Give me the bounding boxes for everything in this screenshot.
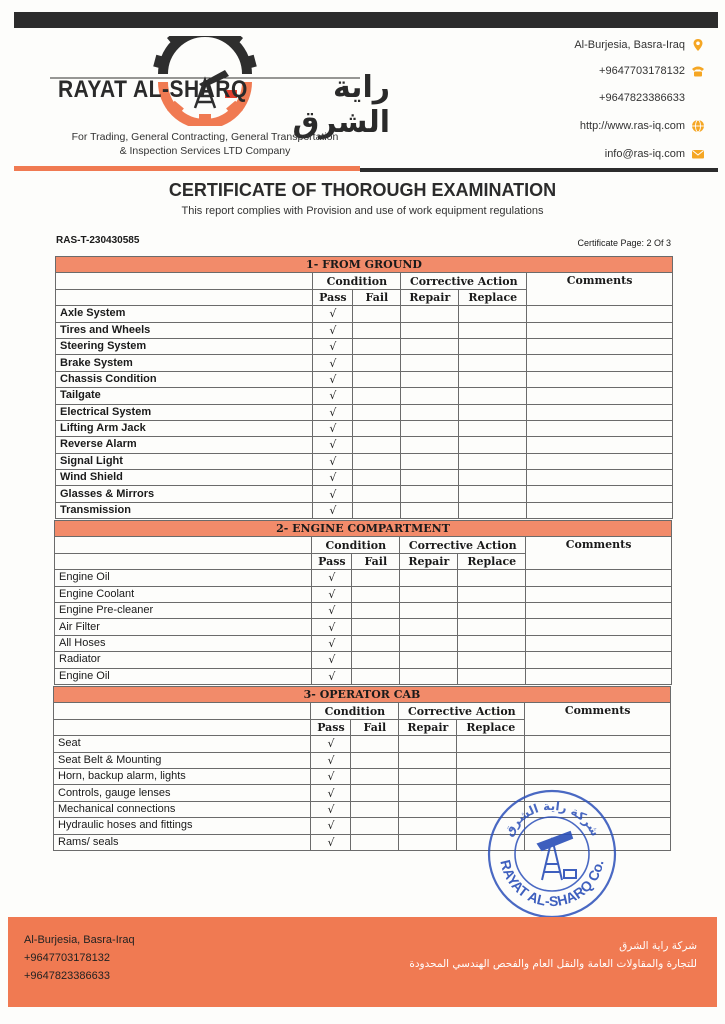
footer <box>8 917 717 1007</box>
footer-desc-ar: للتجارة والمقاولات العامة والنقل العام والفحص الهندسي المحدودة <box>409 958 697 970</box>
top-bar <box>14 12 718 28</box>
repair-cell <box>401 355 459 371</box>
footer-company-ar: شركة راية الشرق <box>619 940 697 952</box>
tagline-line-2: & Inspection Services LTD Company <box>119 145 291 157</box>
replace-cell <box>459 355 527 371</box>
footer-contact <box>24 931 135 985</box>
comments-header: Comments <box>526 537 672 570</box>
section-from-ground-table <box>55 256 673 519</box>
item-label: Radiator <box>55 652 312 668</box>
item-label: Seat Belt & Mounting <box>54 752 311 768</box>
item-label: Glasses & Mirrors <box>56 486 313 502</box>
comments-cell <box>527 371 673 387</box>
fail-header: Fail <box>351 719 399 735</box>
table-row <box>55 586 672 602</box>
pass-checkmark-cell: √ <box>311 801 351 817</box>
corrective-action-header: Corrective Action <box>399 703 525 719</box>
fail-cell <box>353 420 401 436</box>
repair-cell <box>400 602 458 618</box>
page-indicator: Certificate Page: 2 Of 3 <box>577 238 671 248</box>
comments-cell <box>527 502 673 518</box>
pass-header: Pass <box>311 719 351 735</box>
repair-cell <box>399 752 457 768</box>
table-row <box>54 752 671 768</box>
item-label: Brake System <box>56 355 313 371</box>
item-label: Transmission <box>56 502 313 518</box>
pass-checkmark-cell: √ <box>313 388 353 404</box>
table-row <box>56 404 673 420</box>
spacer-icon <box>691 91 705 105</box>
section-title: 3- OPERATOR CAB <box>54 687 671 703</box>
footer-address: Al-Burjesia, Basra-Iraq <box>24 934 135 946</box>
svg-text:RAYAT AL-SHARQ Co. <box>497 858 606 909</box>
table-row <box>55 652 672 668</box>
repair-cell <box>401 486 459 502</box>
comments-cell <box>527 388 673 404</box>
replace-cell <box>458 570 526 586</box>
table-row <box>55 635 672 651</box>
pass-header: Pass <box>312 553 352 569</box>
contact-phone-2 <box>599 91 705 105</box>
globe-icon <box>691 119 705 133</box>
repair-cell <box>400 652 458 668</box>
blank-header-cell <box>56 273 313 289</box>
repair-cell <box>401 420 459 436</box>
repair-cell <box>399 801 457 817</box>
contact-address <box>574 38 705 52</box>
repair-header: Repair <box>401 289 459 305</box>
repair-cell <box>401 388 459 404</box>
comments-cell <box>527 355 673 371</box>
fail-cell <box>352 602 400 618</box>
footer-phone-2[interactable]: +9647823386633 <box>24 970 110 982</box>
blank-subheader-cell <box>56 289 313 305</box>
fail-cell <box>353 470 401 486</box>
repair-cell <box>401 404 459 420</box>
fail-cell <box>351 736 399 752</box>
fail-header: Fail <box>353 289 401 305</box>
replace-cell <box>458 652 526 668</box>
repair-cell <box>401 453 459 469</box>
table-row <box>56 306 673 322</box>
company-name-en: RAYAT AL-SHARQ <box>58 76 248 103</box>
pass-checkmark-cell: √ <box>311 834 351 850</box>
fail-cell <box>353 453 401 469</box>
pass-checkmark-cell: √ <box>313 437 353 453</box>
pass-checkmark-cell: √ <box>311 818 351 834</box>
fail-cell <box>352 652 400 668</box>
header-divider-orange <box>14 166 360 171</box>
contact-website <box>580 119 705 133</box>
section-title: 1- FROM GROUND <box>56 257 673 273</box>
table-row <box>56 502 673 518</box>
replace-cell <box>459 453 527 469</box>
fail-cell <box>352 635 400 651</box>
replace-cell <box>458 668 526 684</box>
replace-cell <box>459 470 527 486</box>
item-label: Air Filter <box>55 619 312 635</box>
column-header-row <box>54 703 671 719</box>
reference-number: RAS-T-230430585 <box>56 235 140 246</box>
fail-cell <box>352 619 400 635</box>
phone-icon <box>691 64 705 78</box>
item-label: Engine Oil <box>55 668 312 684</box>
fail-cell <box>351 818 399 834</box>
replace-cell <box>458 602 526 618</box>
repair-cell <box>399 768 457 784</box>
item-label: Electrical System <box>56 404 313 420</box>
item-label: Reverse Alarm <box>56 437 313 453</box>
fail-cell <box>353 502 401 518</box>
footer-phone-1[interactable]: +9647703178132 <box>24 952 110 964</box>
repair-cell <box>399 736 457 752</box>
corrective-action-header: Corrective Action <box>401 273 527 289</box>
pass-checkmark-cell: √ <box>313 502 353 518</box>
stamp-text-en: RAYAT AL-SHARQ Co. <box>497 858 607 910</box>
pass-checkmark-cell: √ <box>313 453 353 469</box>
repair-cell <box>401 437 459 453</box>
item-label: Rams/ seals <box>54 834 311 850</box>
table-row <box>56 453 673 469</box>
comments-cell <box>527 437 673 453</box>
fail-cell <box>353 388 401 404</box>
item-label: Chassis Condition <box>56 371 313 387</box>
comments-cell <box>527 404 673 420</box>
replace-cell <box>457 736 525 752</box>
repair-cell <box>401 470 459 486</box>
table-row <box>56 371 673 387</box>
replace-cell <box>457 768 525 784</box>
item-label: Axle System <box>56 306 313 322</box>
section-header-row <box>55 521 672 537</box>
pass-checkmark-cell: √ <box>311 785 351 801</box>
pass-checkmark-cell: √ <box>313 486 353 502</box>
comments-cell <box>527 420 673 436</box>
table-row <box>56 322 673 338</box>
fail-cell <box>353 404 401 420</box>
comments-header: Comments <box>525 703 671 736</box>
item-label: Seat <box>54 736 311 752</box>
table-row <box>56 420 673 436</box>
table-row <box>55 668 672 684</box>
item-label: Tires and Wheels <box>56 322 313 338</box>
comments-cell <box>526 586 672 602</box>
column-header-row <box>56 273 673 289</box>
comments-cell <box>527 306 673 322</box>
table-row <box>55 619 672 635</box>
pass-checkmark-cell: √ <box>312 635 352 651</box>
replace-header: Replace <box>458 553 526 569</box>
table-row <box>56 355 673 371</box>
table-row <box>54 736 671 752</box>
comments-cell <box>526 619 672 635</box>
svg-text:شركة راية الشرق <box>501 799 602 839</box>
table-row <box>56 437 673 453</box>
fail-cell <box>352 586 400 602</box>
pass-checkmark-cell: √ <box>312 570 352 586</box>
replace-cell <box>458 619 526 635</box>
table-row <box>55 570 672 586</box>
pass-checkmark-cell: √ <box>312 586 352 602</box>
stamp-derrick-icon <box>538 832 576 880</box>
repair-cell <box>401 338 459 354</box>
replace-cell <box>459 502 527 518</box>
fail-cell <box>353 371 401 387</box>
comments-header: Comments <box>527 273 673 306</box>
item-label: Engine Oil <box>55 570 312 586</box>
footer-arabic <box>409 937 697 973</box>
replace-cell <box>457 752 525 768</box>
phone-2-text[interactable]: +9647823386633 <box>599 92 685 104</box>
item-label: Horn, backup alarm, lights <box>54 768 311 784</box>
address-text: Al-Burjesia, Basra-Iraq <box>574 39 685 51</box>
comments-cell <box>527 322 673 338</box>
fail-cell <box>353 338 401 354</box>
contact-phone-1 <box>599 64 705 78</box>
fail-cell <box>351 801 399 817</box>
blank-header-cell <box>54 703 311 719</box>
fail-cell <box>353 306 401 322</box>
pass-checkmark-cell: √ <box>312 602 352 618</box>
blank-header-cell <box>55 537 312 553</box>
replace-cell <box>459 486 527 502</box>
item-label: Engine Pre-cleaner <box>55 602 312 618</box>
item-label: Lifting Arm Jack <box>56 420 313 436</box>
pass-checkmark-cell: √ <box>312 668 352 684</box>
document-title: CERTIFICATE OF THOROUGH EXAMINATION <box>168 180 557 200</box>
fail-cell <box>351 768 399 784</box>
replace-cell <box>458 586 526 602</box>
pass-checkmark-cell: √ <box>312 652 352 668</box>
fail-cell <box>351 752 399 768</box>
pass-header: Pass <box>313 289 353 305</box>
phone-1-text[interactable]: +9647703178132 <box>599 65 685 77</box>
replace-cell <box>459 306 527 322</box>
condition-header: Condition <box>312 537 400 553</box>
item-label: Tailgate <box>56 388 313 404</box>
pass-checkmark-cell: √ <box>313 338 353 354</box>
replace-cell <box>459 404 527 420</box>
table-row <box>55 602 672 618</box>
pass-checkmark-cell: √ <box>311 736 351 752</box>
pass-checkmark-cell: √ <box>313 306 353 322</box>
pass-checkmark-cell: √ <box>313 404 353 420</box>
item-label: Hydraulic hoses and fittings <box>54 818 311 834</box>
email-link[interactable]: info@ras-iq.com <box>604 148 685 160</box>
fail-cell <box>352 570 400 586</box>
section-header-row <box>54 687 671 703</box>
pass-checkmark-cell: √ <box>313 470 353 486</box>
pass-checkmark-cell: √ <box>313 355 353 371</box>
repair-cell <box>401 371 459 387</box>
item-label: Wind Shield <box>56 470 313 486</box>
comments-cell <box>526 668 672 684</box>
table-row <box>56 470 673 486</box>
website-link[interactable]: http://www.ras-iq.com <box>579 120 685 132</box>
comments-cell <box>527 338 673 354</box>
comments-cell <box>526 652 672 668</box>
fail-cell <box>353 486 401 502</box>
mail-icon <box>691 147 705 161</box>
repair-cell <box>400 668 458 684</box>
fail-cell <box>353 322 401 338</box>
fail-cell <box>353 355 401 371</box>
replace-header: Replace <box>459 289 527 305</box>
repair-header: Repair <box>399 719 457 735</box>
table-row <box>56 338 673 354</box>
pass-checkmark-cell: √ <box>313 322 353 338</box>
comments-cell <box>526 602 672 618</box>
header-divider-dark <box>360 168 718 172</box>
repair-cell <box>401 502 459 518</box>
repair-cell <box>401 306 459 322</box>
replace-cell <box>458 635 526 651</box>
replace-cell <box>459 420 527 436</box>
fail-cell <box>351 785 399 801</box>
fail-header: Fail <box>352 553 400 569</box>
repair-cell <box>399 818 457 834</box>
comments-cell <box>525 752 671 768</box>
pass-checkmark-cell: √ <box>311 768 351 784</box>
comments-cell <box>527 453 673 469</box>
document-subtitle: This report complies with Provision and use of work equipment regulations <box>181 205 544 217</box>
item-label: Controls, gauge lenses <box>54 785 311 801</box>
blank-subheader-cell <box>54 719 311 735</box>
corrective-action-header: Corrective Action <box>400 537 526 553</box>
comments-cell <box>525 736 671 752</box>
replace-cell <box>459 338 527 354</box>
replace-cell <box>459 437 527 453</box>
pass-checkmark-cell: √ <box>311 752 351 768</box>
item-label: Steering System <box>56 338 313 354</box>
repair-cell <box>400 619 458 635</box>
fail-cell <box>353 437 401 453</box>
item-label: Signal Light <box>56 453 313 469</box>
contact-email <box>605 147 705 161</box>
comments-cell <box>527 486 673 502</box>
repair-cell <box>399 785 457 801</box>
company-tagline <box>40 130 370 158</box>
blank-subheader-cell <box>55 553 312 569</box>
pass-checkmark-cell: √ <box>313 371 353 387</box>
comments-cell <box>525 768 671 784</box>
section-header-row <box>56 257 673 273</box>
table-row <box>56 388 673 404</box>
replace-cell <box>459 322 527 338</box>
replace-cell <box>459 371 527 387</box>
replace-header: Replace <box>457 719 525 735</box>
table-row <box>54 768 671 784</box>
comments-cell <box>527 470 673 486</box>
repair-cell <box>399 834 457 850</box>
stamp-text-ar: شركة راية الشرق <box>501 798 603 839</box>
company-name-ar: راية الشرق <box>292 70 390 140</box>
pass-checkmark-cell: √ <box>312 619 352 635</box>
replace-cell <box>459 388 527 404</box>
section-engine-compartment-table <box>54 520 672 685</box>
tagline-line-1: For Trading, General Contracting, General Transportation <box>71 131 339 143</box>
repair-header: Repair <box>400 553 458 569</box>
comments-cell <box>526 570 672 586</box>
location-pin-icon <box>691 38 705 52</box>
repair-cell <box>400 570 458 586</box>
item-label: Engine Coolant <box>55 586 312 602</box>
comments-cell <box>526 635 672 651</box>
column-header-row <box>55 537 672 553</box>
repair-cell <box>401 322 459 338</box>
item-label: Mechanical connections <box>54 801 311 817</box>
fail-cell <box>352 668 400 684</box>
fail-cell <box>351 834 399 850</box>
condition-header: Condition <box>311 703 399 719</box>
condition-header: Condition <box>313 273 401 289</box>
pass-checkmark-cell: √ <box>313 420 353 436</box>
repair-cell <box>400 635 458 651</box>
table-row <box>56 486 673 502</box>
section-title: 2- ENGINE COMPARTMENT <box>55 521 672 537</box>
item-label: All Hoses <box>55 635 312 651</box>
repair-cell <box>400 586 458 602</box>
company-stamp <box>486 788 618 920</box>
